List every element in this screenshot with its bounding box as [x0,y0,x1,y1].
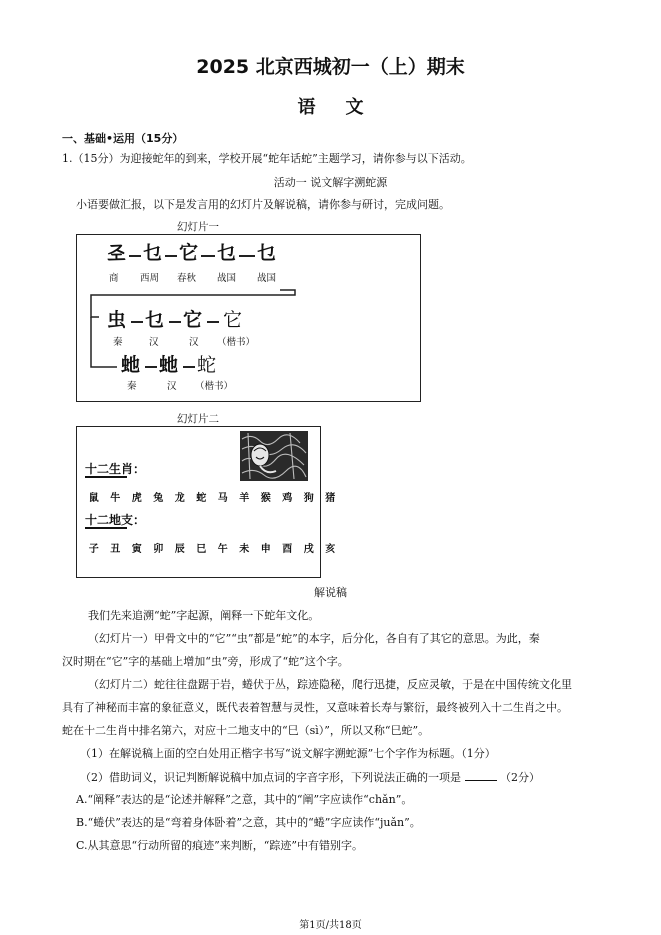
glyph-qin-2: 虵 [121,354,141,376]
branch-list [83,540,341,555]
caption-han-2: 汉 [189,337,199,348]
page-footer: 第1页/共18页 [299,920,362,931]
option-c: C.从其意思“行动所留的痕迹”来判断，“踪迹”中有错别字。 [76,839,364,852]
question-intro: 小语要做汇报，以下是发言用的幻灯片及解说稿，请你参与研讨，完成问题。 [76,198,450,211]
branch-title: 十二地支： [85,513,146,527]
caption-shang: 商 [109,273,119,284]
slide-two [76,426,336,578]
branch-item: 亥 [325,544,336,555]
script-para-2b: 汉时期在“它”字的基础上增加“虫”旁，形成了“蛇”这个字。 [62,655,349,668]
snake-illustration [240,431,308,481]
caption-kaishu-1: （楷书） [217,337,256,348]
caption-zhanguo-1: 战国 [217,273,237,284]
glyph-han-3: 虵 [159,354,179,376]
script-para-3a: （幻灯片二）蛇往往盘踞于岩，蜷伏于丛，踪迹隐秘，爬行迅捷，反应灵敏，于是在中国传统文化里 [88,678,572,691]
glyph-kaishu-1: 它 [223,309,243,331]
activity-title: 活动一 说文解字溯蛇源 [273,176,388,189]
branch-item: 申 [260,544,271,555]
zodiac-item: 猪 [325,493,336,504]
caption-xizhou: 西周 [140,273,160,284]
glyph-zhanguo-2: 乜 [257,242,277,264]
page-title: 2025 北京西城初一（上）期末 [196,56,465,78]
zodiac-item: 虎 [131,493,142,504]
option-a: A.“阐释”表达的是“论述并解释”之意，其中的“阐”字应读作“chǎn”。 [76,793,413,806]
glyph-shang: 𢀖 [107,242,127,264]
branch-item: 寅 [131,544,142,555]
zodiac-list [83,489,341,504]
zodiac-item: 牛 [110,493,121,504]
script-para-3b: 具有了神秘而丰富的象征意义，既代表着智慧与灵性，又意味着长寿与繁衍，最终被列入十二生肖之中。 [62,701,568,714]
glyph-zhanguo-1: 乜 [217,242,237,264]
script-title: 解说稿 [314,586,347,599]
subquestion-2 [80,770,540,785]
slide-one [76,234,421,402]
branch-item: 巳 [196,544,207,555]
branch-item: 午 [217,544,228,555]
glyph-kaishu-2: 蛇 [197,354,217,376]
option-b: B.“蜷伏”表达的是“弯着身体卧着”之意，其中的“蜷”字应读作“juǎn”。 [76,816,421,829]
zodiac-item: 猴 [260,493,271,504]
subject-title: 语文 [297,97,394,118]
script-para-1: 我们先来追溯“蛇”字起源，阐释一下蛇年文化。 [88,609,320,622]
zodiac-item: 马 [217,493,228,504]
glyph-han-1: 乜 [145,309,165,331]
caption-han-1: 汉 [149,337,159,348]
slide1-label: 幻灯片一 [177,221,219,233]
caption-han-3: 汉 [167,381,177,392]
answer-blank[interactable] [465,770,497,781]
branch-item: 未 [239,544,250,555]
branch-item: 辰 [174,544,185,555]
zodiac-item: 蛇 [196,493,207,504]
caption-qin-2: 秦 [127,381,137,392]
script-para-2a: （幻灯片一）甲骨文中的“它”“虫”都是“蛇”的本字，后分化，各自有了其它的意思。为此，秦 [88,632,540,645]
subquestion-2-score: （2分） [500,771,540,784]
zodiac-item: 羊 [239,493,250,504]
slide1-connectors [77,235,420,401]
zodiac-item: 龙 [174,493,185,504]
script-para-3c: 蛇在十二生肖中排名第六，对应十二地支中的“巳（sì）”，所以又称“巳蛇”。 [62,724,430,737]
question-stem: 1.（15分）为迎接蛇年的到来，学校开展“蛇年话蛇”主题学习，请你参与以下活动。 [62,152,472,165]
glyph-han-2: 它 [183,309,203,331]
section-heading: 一、基础•运用（15分） [62,132,184,145]
slide2-label: 幻灯片二 [177,413,219,425]
subquestion-1: （1）在解说稿上面的空白处用正楷字书写“说文解字溯蛇源”七个字作为标题。（1分） [80,747,496,760]
branch-item: 丑 [110,544,121,555]
zodiac-item: 兔 [153,493,164,504]
branch-item: 卯 [153,544,164,555]
branch-item: 戌 [303,544,314,555]
zodiac-item: 鼠 [88,493,99,504]
branch-item: 酉 [282,544,293,555]
caption-kaishu-2: （楷书） [195,381,234,392]
zodiac-item: 鸡 [282,493,293,504]
glyph-qin-1: 虫 [107,309,127,331]
glyph-chunqiu: 它 [179,242,199,264]
subquestion-2-text: （2）借助词义，识记判断解说稿中加点词的字音字形，下列说法正确的一项是 [80,771,461,784]
caption-chunqiu: 春秋 [177,273,197,284]
glyph-xizhou: 乜 [143,242,163,264]
branch-item: 子 [88,544,99,555]
caption-zhanguo-2: 战国 [257,273,277,284]
zodiac-item: 狗 [303,493,314,504]
caption-qin-1: 秦 [113,337,123,348]
zodiac-title: 十二生肖： [85,462,146,476]
